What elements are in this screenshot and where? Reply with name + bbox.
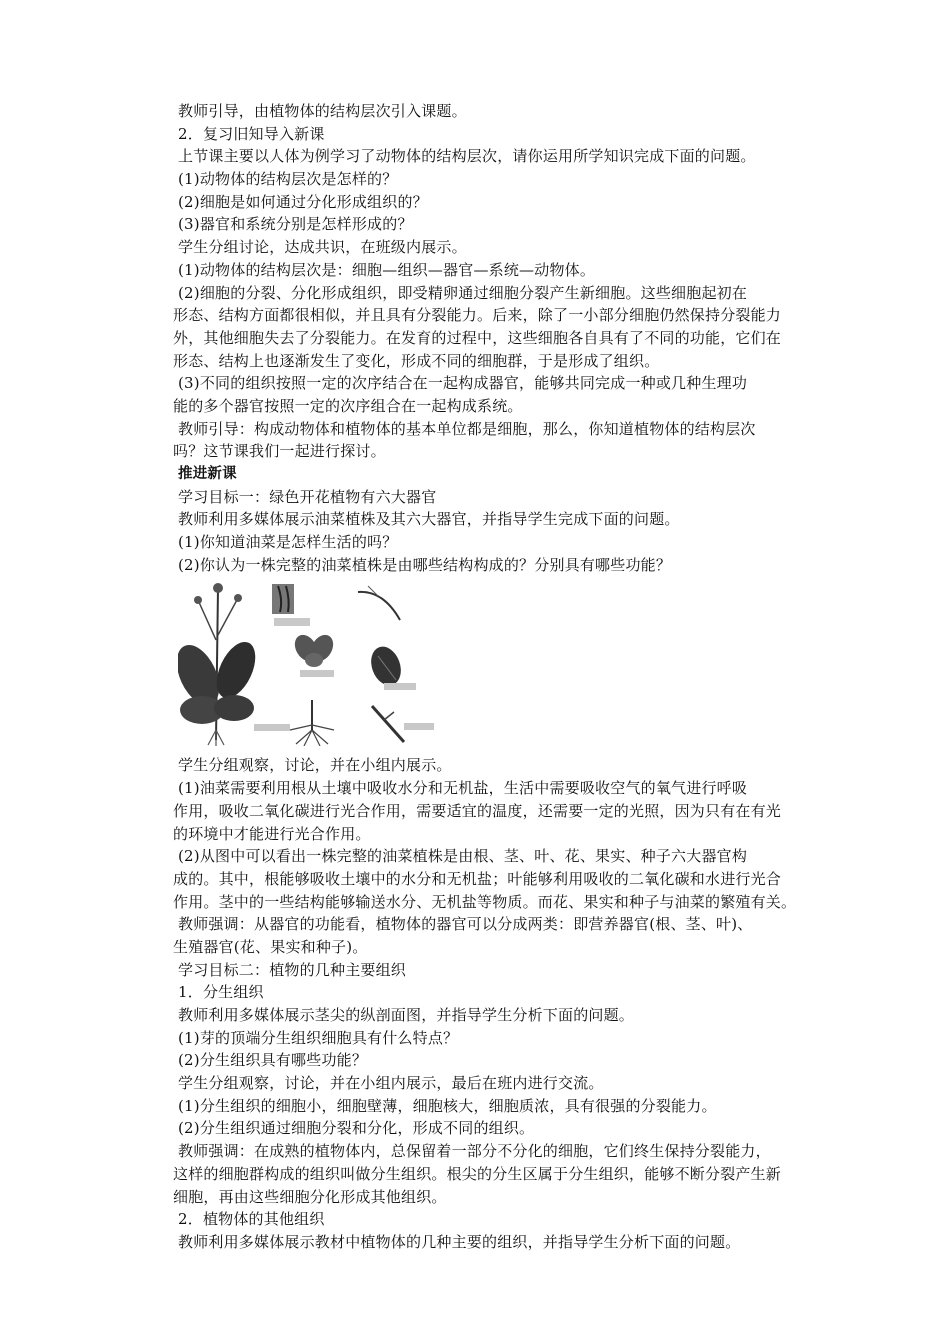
paragraph-line: 教师利用多媒体展示教材中植物体的几种主要的组织，并指导学生分析下面的问题。	[178, 1232, 741, 1251]
paragraph-line: 形态、结构上也逐渐发生了变化，形成不同的细胞群，于是形成了组织。	[173, 351, 660, 370]
question-item: (1)你知道油菜是怎样生活的吗？	[178, 533, 398, 552]
paragraph-line: 细胞，再由这些细胞分化形成其他组织。	[173, 1187, 447, 1206]
paragraph-line: 生殖器官(花、果实和种子)。	[173, 937, 368, 956]
paragraph-line: 教师强调：在成熟的植物体内，总保留着一部分不分化的细胞，它们终生保持分裂能力，	[178, 1142, 771, 1161]
paragraph-line: 学生分组观察，讨论，并在小组内展示，最后在班内进行交流。	[178, 1074, 604, 1093]
answer-item: (2)分生组织通过细胞分裂和分化，形成不同的组织。	[178, 1119, 535, 1138]
paragraph-line: 的环境中才能进行光合作用。	[173, 824, 371, 843]
root-image	[254, 700, 334, 746]
paragraph-line: 上节课主要以人体为例学习了动物体的结构层次，请你运用所学知识完成下面的问题。	[178, 147, 756, 166]
section-title: 1．分生组织	[178, 983, 264, 1002]
answer-item: (1)分生组织的细胞小，细胞壁薄，细胞核大，细胞质浓，具有很强的分裂能力。	[178, 1096, 717, 1115]
answer-item: (1)油菜需要利用根从土壤中吸收水分和无机盐，生活中需要吸收空气的氧气进行呼吸	[178, 779, 748, 798]
question-item: (1)芽的顶端分生组织细胞具有什么特点？	[178, 1028, 459, 1047]
paragraph-line: 教师利用多媒体展示油菜植株及其六大器官，并指导学生完成下面的问题。	[178, 510, 680, 529]
paragraph-line: 作用，吸收二氧化碳进行光合作用，需要适宜的温度，还需要一定的光照，因为只有在有光	[173, 801, 782, 820]
section-title: 2．植物体的其他组织	[178, 1210, 325, 1229]
goal-title: 学习目标一：绿色开花植物有六大器官	[178, 487, 437, 506]
paragraph-line: 教师引导，由植物体的结构层次引入课题。	[178, 102, 467, 120]
paragraph-line: 吗？这节课我们一起进行探讨。	[173, 442, 386, 461]
document-body	[173, 100, 818, 1254]
paragraph-line: 学生分组观察，讨论，并在小组内展示。	[178, 756, 452, 775]
section-title: 2．复习旧知导入新课	[178, 124, 325, 143]
answer-item: (1)动物体的结构层次是：细胞—组织—器官—系统—动物体。	[178, 260, 596, 279]
question-item: (2)细胞是如何通过分化形成组织的？	[178, 192, 428, 211]
rapeseed-figure	[178, 580, 818, 746]
paragraph-line: 教师强调：从器官的功能看，植物体的器官可以分成两类：即营养器官(根、茎、叶)、	[178, 915, 753, 934]
paragraph-line: 教师引导：构成动物体和植物体的基本单位都是细胞，那么，你知道植物体的结构层次	[178, 419, 756, 438]
rapeseed-plant-organs-illustration	[178, 580, 818, 746]
question-item: (1)动物体的结构层次是怎样的？	[178, 170, 398, 189]
paragraph-line: 外，其他细胞失去了分裂能力。在发育的过程中，这些细胞各自具有了不同的功能，它们在	[173, 328, 782, 347]
fruit-image	[272, 584, 310, 626]
flower-image	[290, 631, 337, 677]
seed-pod-image	[358, 586, 400, 620]
section-heading: 推进新课	[178, 466, 237, 482]
answer-item: (2)细胞的分裂、分化形成组织，即受精卵通过细胞分裂产生新细胞。这些细胞起初在	[178, 283, 748, 302]
paragraph-line: 形态、结构方面都很相似，并且具有分裂能力。后来，除了一小部分细胞仍然保持分裂能力	[173, 306, 782, 325]
whole-plant-image	[178, 583, 263, 746]
answer-item: (2)从图中可以看出一株完整的油菜植株是由根、茎、叶、花、果实、种子六大器官构	[178, 847, 748, 866]
paragraph-line: 这样的细胞群构成的组织叫做分生组织。根尖的分生区属于分生组织，能够不断分裂产生新	[173, 1164, 782, 1183]
question-item: (3)器官和系统分别是怎样形成的？	[178, 215, 413, 234]
leaf-image	[366, 643, 416, 691]
question-item: (2)分生组织具有哪些功能？	[178, 1051, 368, 1070]
paragraph-line: 作用。茎中的一些结构能够输送水分、无机盐等物质。而花、果实和种子与油菜的繁殖有关。	[173, 892, 797, 911]
answer-item: (3)不同的组织按照一定的次序结合在一起构成器官，能够共同完成一种或几种生理功	[178, 374, 748, 393]
stem-image	[372, 706, 434, 742]
question-item: (2)你认为一株完整的油菜植株是由哪些结构构成的？分别具有哪些功能？	[178, 555, 672, 574]
paragraph-line: 能的多个器官按照一定的次序组合在一起构成系统。	[173, 396, 523, 415]
paragraph-line: 成的。其中，根能够吸收土壤中的水分和无机盐；叶能够利用吸收的二氧化碳和水进行光合	[173, 869, 782, 888]
paragraph-line: 学生分组讨论，达成共识，在班级内展示。	[178, 238, 467, 257]
paragraph-line: 教师利用多媒体展示茎尖的纵剖面图，并指导学生分析下面的问题。	[178, 1006, 635, 1024]
goal-title: 学习目标二：植物的几种主要组织	[178, 960, 407, 979]
